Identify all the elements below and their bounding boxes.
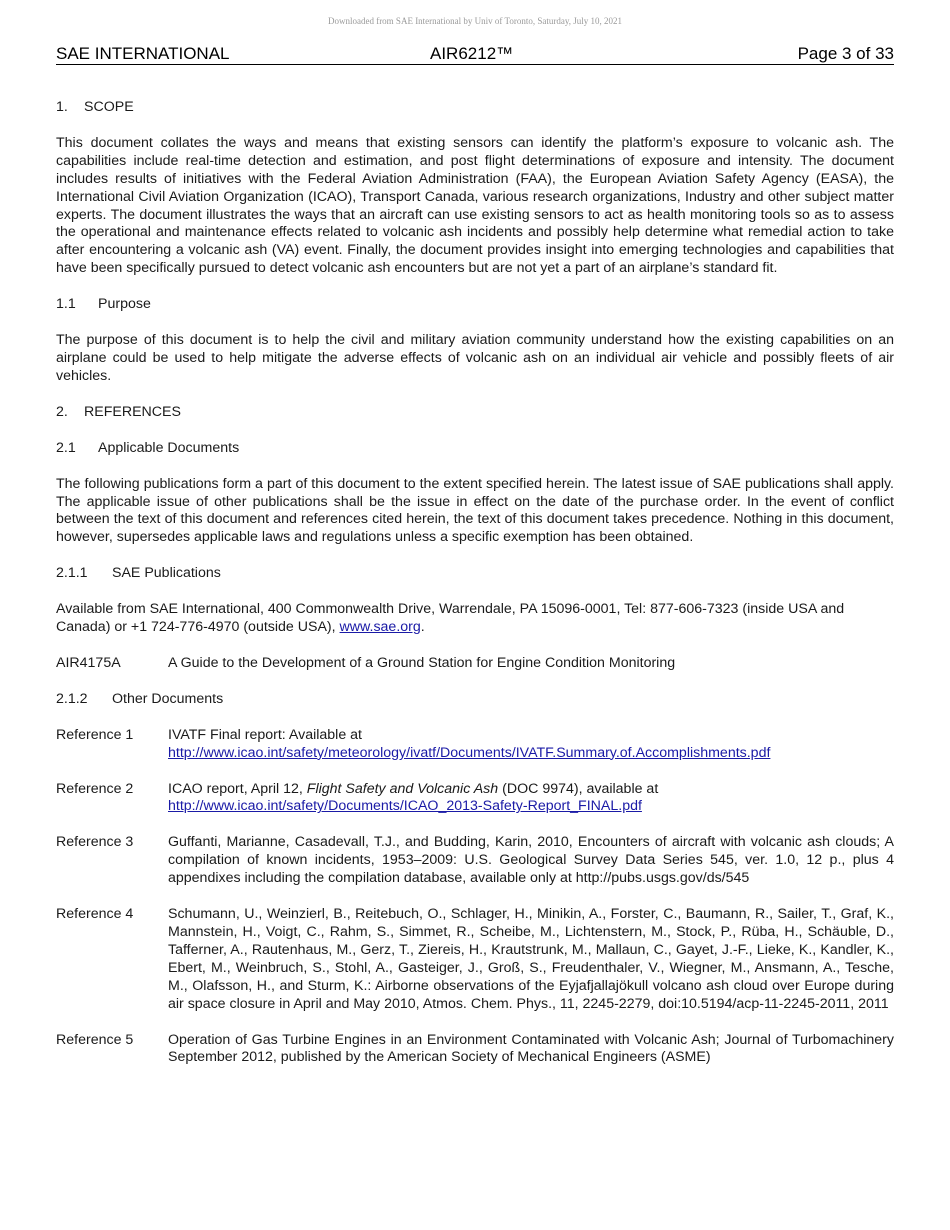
header-doc-id: AIR6212™ xyxy=(430,44,514,63)
reference-title-italic: Flight Safety and Volcanic Ash xyxy=(306,780,499,797)
section-number: 2.1.2 xyxy=(56,690,88,707)
section-1-heading xyxy=(56,99,894,117)
section-2-1-body: The following publications form a part of this document to the extent specified herein. The latest issue of SAE publications shall apply. The applicable issue of other publications shall be the issue in effect on the date of the purchase order. In the event of conflict between the text of this document and references cited herein, the text of this document takes precedence. Nothing in this document, however, supersedes applicable laws and regulations unless a specific exemption has been obtained. xyxy=(56,475,894,546)
header-page-number: Page 3 of 33 xyxy=(797,44,894,63)
section-number: 2. xyxy=(56,403,68,420)
section-title: REFERENCES xyxy=(84,403,181,420)
reference-description: ICAO report, April 12, xyxy=(168,780,303,797)
section-number: 2.1 xyxy=(56,439,76,456)
reference-2 xyxy=(56,781,894,817)
reference-text xyxy=(168,727,894,763)
reference-link[interactable]: http://www.icao.int/safety/Documents/ICAO_2013-Safety-Report_FINAL.pdf xyxy=(168,798,642,815)
section-1-body: This document collates the ways and means that existing sensors can identify the platform’s exposure to volcanic ash. The capabilities include real-time detection and estimation, and post flight determinations of exposure and intensity. The document includes results of initiatives with the Federal Aviation Administration (FAA), the European Aviation Safety Agency (EASA), the International Civil Aviation Organization (ICAO), Transport Canada, various research organizations, Industry and other subject matter experts. The document illustrates the ways that an aircraft can use existing sensors to act as health monitoring tools so as to assess the operational and maintenance effects related to volcanic ash incidents and possibly help determine what remedial action to take after encountering a volcanic ash (VA) event. Finally, the document provides insight into emerging technologies and capabilities that have been specifically pursued to detect volcanic ash encounters but are not yet a part of an airplane’s standard fit. xyxy=(56,134,894,277)
section-1-1-body: The purpose of this document is to help the civil and military aviation community understand how the existing capabilities on an airplane could be used to help mitigate the adverse effects of volcanic ash on an individual air vehicle and possibly fleets of air vehicles. xyxy=(56,332,894,384)
reference-text: Guffanti, Marianne, Casadevall, T.J., and Budding, Karin, 2010, Encounters of aircraft with volcanic ash clouds; A compilation of known incidents, 1953–2009: U.S. Geological Survey Data Series 545, ver. 1.0, 12 p., plus 4 appendixes including the compilation database, available only at http://pubs.usgs.gov/ds/545 xyxy=(168,834,894,887)
reference-description-tail: (DOC 9974), available at xyxy=(502,780,659,797)
section-title: Applicable Documents xyxy=(98,439,240,456)
reference-link[interactable]: http://www.icao.int/safety/meteorology/ivatf/Documents/IVATF.Summary.of.Accomplishments.pdf xyxy=(168,744,771,761)
section-number: 1.1 xyxy=(56,296,76,313)
download-watermark: Downloaded from SAE International by Univ of Toronto, Saturday, July 10, 2021 xyxy=(327,16,623,26)
section-title: SAE Publications xyxy=(112,565,221,582)
section-title: Other Documents xyxy=(112,690,224,707)
reference-description: IVATF Final report: Available at xyxy=(168,726,362,743)
reference-1 xyxy=(56,727,894,763)
sae-website-link[interactable]: www.sae.org xyxy=(339,619,421,636)
reference-5 xyxy=(56,1032,894,1068)
air-title: A Guide to the Development of a Ground Station for Engine Condition Monitoring xyxy=(168,654,676,671)
reference-text xyxy=(168,781,894,817)
section-2-1-1-body xyxy=(56,601,894,637)
document-body xyxy=(56,99,894,1067)
section-title: Purpose xyxy=(98,296,151,313)
section-2-1-heading xyxy=(56,440,894,458)
reference-3 xyxy=(56,834,894,888)
reference-4 xyxy=(56,906,894,1013)
period: . xyxy=(420,619,425,636)
section-2-1-1-heading xyxy=(56,565,894,583)
reference-text: Schumann, U., Weinzierl, B., Reitebuch, O., Schlager, H., Minikin, A., Forster, C., Baumann, R., Sailer, T., Graf, K., Mannstein, H., Voigt, C., Rahm, S., Simmet, R., Scheibe, M., Lichtenstern, M., Stock, P., Rüba, H., Schäuble, D., Tafferner, A., Rautenhaus, M., Gerz, T., Ziereis, H., Krautstrunk, M., Mallaun, C., Gayet, J.-F., Lieke, K., Kandler, K., Ebert, M., Weinbruch, S., Stohl, A., Gasteiger, J., Groß, S., Freudenthaler, V., Wiegner, M., Ansmann, A., Tesche, M., Olafsson, H., and Sturm, K.: Airborne observations of the Eyjafjallajökull volcano ash cloud over Europe during air space closure in April and May 2010, Atmos. Chem. Phys., 11, 2245-2279, doi:10.5194/acp-11-2245-2011, 2011 xyxy=(168,906,894,1012)
sae-availability-text: Available from SAE International, 400 Commonwealth Drive, Warrendale, PA 15096-0001, Tel: 877-606-7323 (inside USA and Canada) or +1 724-776-4970 (outside USA), xyxy=(56,601,845,636)
page-header xyxy=(56,44,894,65)
reference-label: Reference 4 xyxy=(56,906,134,923)
section-number: 1. xyxy=(56,99,68,115)
reference-label: Reference 1 xyxy=(56,726,134,743)
section-title: SCOPE xyxy=(84,99,134,115)
reference-label: Reference 2 xyxy=(56,780,134,797)
header-org: SAE INTERNATIONAL xyxy=(56,44,230,63)
reference-label: Reference 3 xyxy=(56,834,134,851)
reference-label: Reference 5 xyxy=(56,1031,134,1048)
section-2-1-2-heading xyxy=(56,691,894,709)
reference-text: Operation of Gas Turbine Engines in an Environment Contaminated with Volcanic Ash; Journal of Turbomachinery September 2012, published by the American Society of Mechanical Engineers (ASME) xyxy=(168,1031,894,1066)
air4175a-entry xyxy=(56,655,894,673)
section-number: 2.1.1 xyxy=(56,565,88,582)
section-2-heading xyxy=(56,404,894,422)
air-label: AIR4175A xyxy=(56,654,121,671)
section-1-1-heading xyxy=(56,296,894,314)
